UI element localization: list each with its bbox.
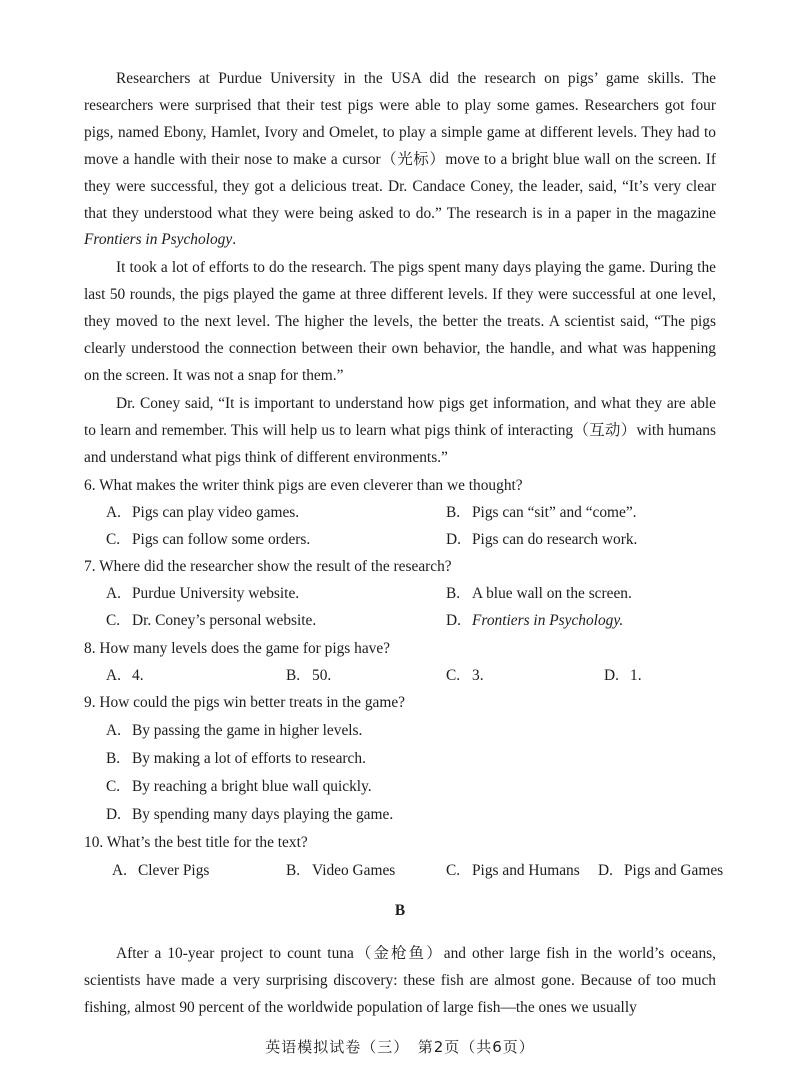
question-7-stem: 7. Where did the researcher show the result of the research? xyxy=(84,558,452,575)
question-10-option-b: B. Video Games xyxy=(286,862,396,879)
question-10-option-d: D. Pigs and Games xyxy=(598,862,724,879)
section-b-heading: B xyxy=(394,902,406,919)
question-8-option-b: B. 50. xyxy=(286,667,332,684)
passage-a-paragraph-3: Dr. Coney said, “It is important to understand how pigs get information, and what they are able to learn and remember. This will help us to learn what pigs think of interacting（互动）with humans and understand what pigs think of different environments.” xyxy=(84,395,716,466)
passage-a-paragraph-2: It took a lot of efforts to do the research. The pigs spent many days playing the game. During the last 50 rounds, the pigs played the game at three different levels. If they were successful at one level, they moved to the next level. The higher the levels, the better the treats. A scientist said, “The pigs clearly understood the connection between their own behavior, the handle, and what was happening on the screen. It was not a snap for them.” xyxy=(84,259,716,384)
question-7-option-a: A. Purdue University website. xyxy=(106,585,300,602)
question-8-option-a: A. 4. xyxy=(106,667,144,684)
question-9-option-c: C. By reaching a bright blue wall quickly. xyxy=(106,778,372,795)
question-9-option-b: B. By making a lot of efforts to research. xyxy=(106,750,366,767)
question-6-option-a: A. Pigs can play video games. xyxy=(106,504,300,521)
question-8-stem: 8. How many levels does the game for pigs have? xyxy=(84,640,391,657)
question-9-option-d: D. By spending many days playing the game. xyxy=(106,806,394,823)
question-7-option-d: D. Frontiers in Psychology. xyxy=(446,612,624,629)
question-9-stem: 9. How could the pigs win better treats in the game? xyxy=(84,694,405,711)
question-6-option-c: C. Pigs can follow some orders. xyxy=(106,531,311,548)
question-7-option-c: C. Dr. Coney’s personal website. xyxy=(106,612,317,629)
question-6-option-b: B. Pigs can “sit” and “come”. xyxy=(446,504,637,521)
question-7-option-b: B. A blue wall on the screen. xyxy=(446,585,632,602)
question-10-option-c: C. Pigs and Humans xyxy=(446,862,580,879)
question-6-option-d: D. Pigs can do research work. xyxy=(446,531,638,548)
question-8-option-d: D. 1. xyxy=(604,667,642,684)
passage-a-paragraph-1: Researchers at Purdue University in the USA did the research on pigs’ game skills. The researchers were surprised that their test pigs were able to play some games. Researchers got four pigs, named Ebony, Hamlet, Ivory and Omelet, to play a simple game at different levels. They had to move a handle with their nose to make a cursor（光标）move to a bright blue wall on the screen. If they were successful, they got a delicious treat. Dr. Candace Coney, the leader, said, “It’s very clear that they understood what they were being asked to do.” The research is in a paper in the magazine Frontiers in Psychology. xyxy=(84,70,716,249)
question-9-option-a: A. By passing the game in higher levels. xyxy=(106,722,363,739)
question-10-option-a: A. Clever Pigs xyxy=(112,862,210,879)
magazine-title: Frontiers in Psychology xyxy=(84,231,233,249)
question-6-stem: 6. What makes the writer think pigs are even cleverer than we thought? xyxy=(84,477,523,494)
question-10-stem: 10. What’s the best title for the text? xyxy=(84,834,308,851)
question-8-option-c: C. 3. xyxy=(446,667,484,684)
page-footer: 英语模拟试卷（三） 第2页（共6页） xyxy=(265,1038,535,1056)
passage-b-paragraph-1: After a 10-year project to count tuna（金枪鱼）and other large fish in the world’s oceans, scientists have made a very surprising discovery: these fish are almost gone. Because of too much fishing, almost 90 percent of the worldwide population of large fish—the ones we usually xyxy=(84,945,716,1016)
